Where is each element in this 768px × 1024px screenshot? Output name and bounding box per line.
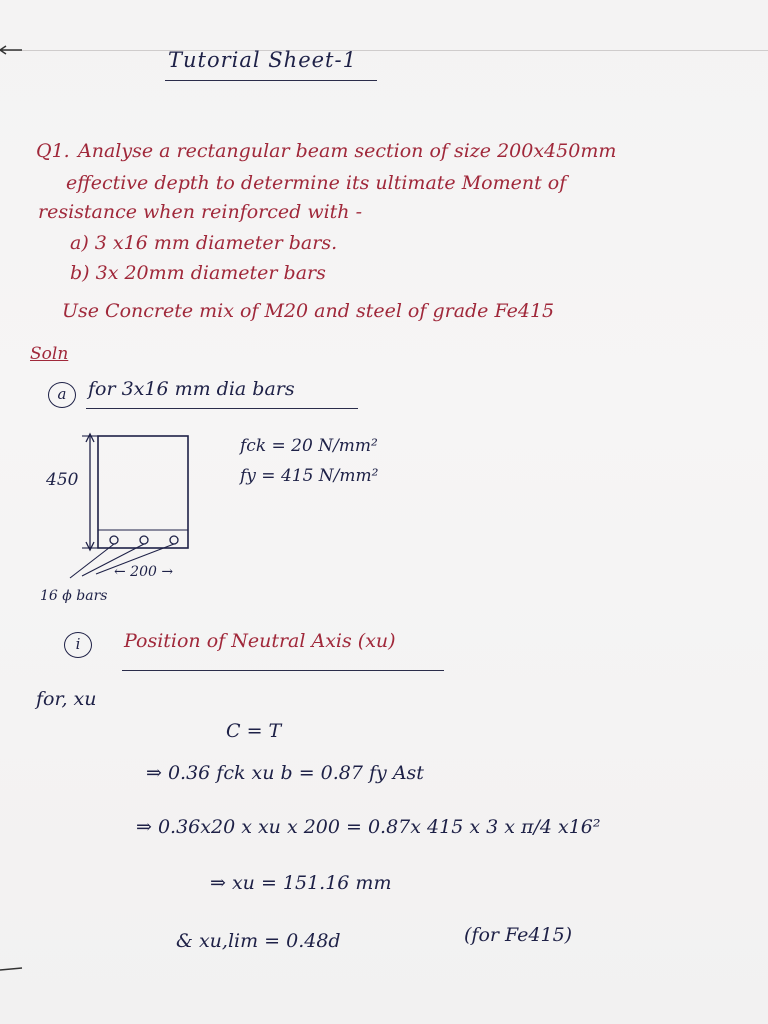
equation-xu-lim: & xu,lim = 0.48d — [176, 930, 341, 952]
equation-equilibrium: ⇒ 0.36 fck xu b = 0.87 fy Ast — [146, 762, 424, 784]
question-option-b: b) 3x 20mm diameter bars — [70, 262, 326, 284]
part-a-marker: a — [48, 382, 76, 408]
question-line-1: Analyse a rectangular beam section of size 200x450mm — [78, 140, 617, 162]
title-underline — [165, 80, 377, 81]
question-option-a: a) 3 x16 mm diameter bars. — [70, 232, 338, 254]
page-title: Tutorial Sheet-1 — [168, 48, 357, 72]
solution-label: Soln — [30, 344, 69, 364]
question-line-3: resistance when reinforced with - — [38, 201, 363, 223]
depth-label: 450 — [46, 470, 79, 490]
question-line-4: Use Concrete mix of M20 and steel of grade Fe415 — [62, 300, 555, 322]
equation-c-equals-t: C = T — [226, 720, 282, 742]
for-xu-label: for, xu — [36, 688, 97, 710]
fy-value: fy = 415 N/mm² — [240, 466, 379, 486]
step-marker: i — [64, 632, 92, 658]
bars-label: 16 ϕ bars — [40, 588, 108, 604]
page-bottom-mark — [0, 964, 22, 974]
question-number: Q1. — [36, 140, 70, 162]
page-corner-mark — [0, 45, 22, 55]
step-heading: Position of Neutral Axis (xu) — [124, 630, 396, 652]
part-a-heading: for 3x16 mm dia bars — [88, 378, 295, 400]
question-line-2: effective depth to determine its ultimate Moment of — [66, 172, 567, 194]
step-underline — [122, 670, 444, 671]
part-a-underline — [86, 408, 358, 409]
equation-xu-result: ⇒ xu = 151.16 mm — [210, 872, 392, 894]
page-top-edge — [0, 50, 768, 51]
equation-substitution: ⇒ 0.36x20 x xu x 200 = 0.87x 415 x 3 x π/4 x16² — [136, 816, 601, 838]
width-label: ← 200 → — [114, 564, 174, 580]
fck-value: fck = 20 N/mm² — [240, 436, 378, 456]
equation-xu-lim-note: (for Fe415) — [464, 924, 573, 946]
